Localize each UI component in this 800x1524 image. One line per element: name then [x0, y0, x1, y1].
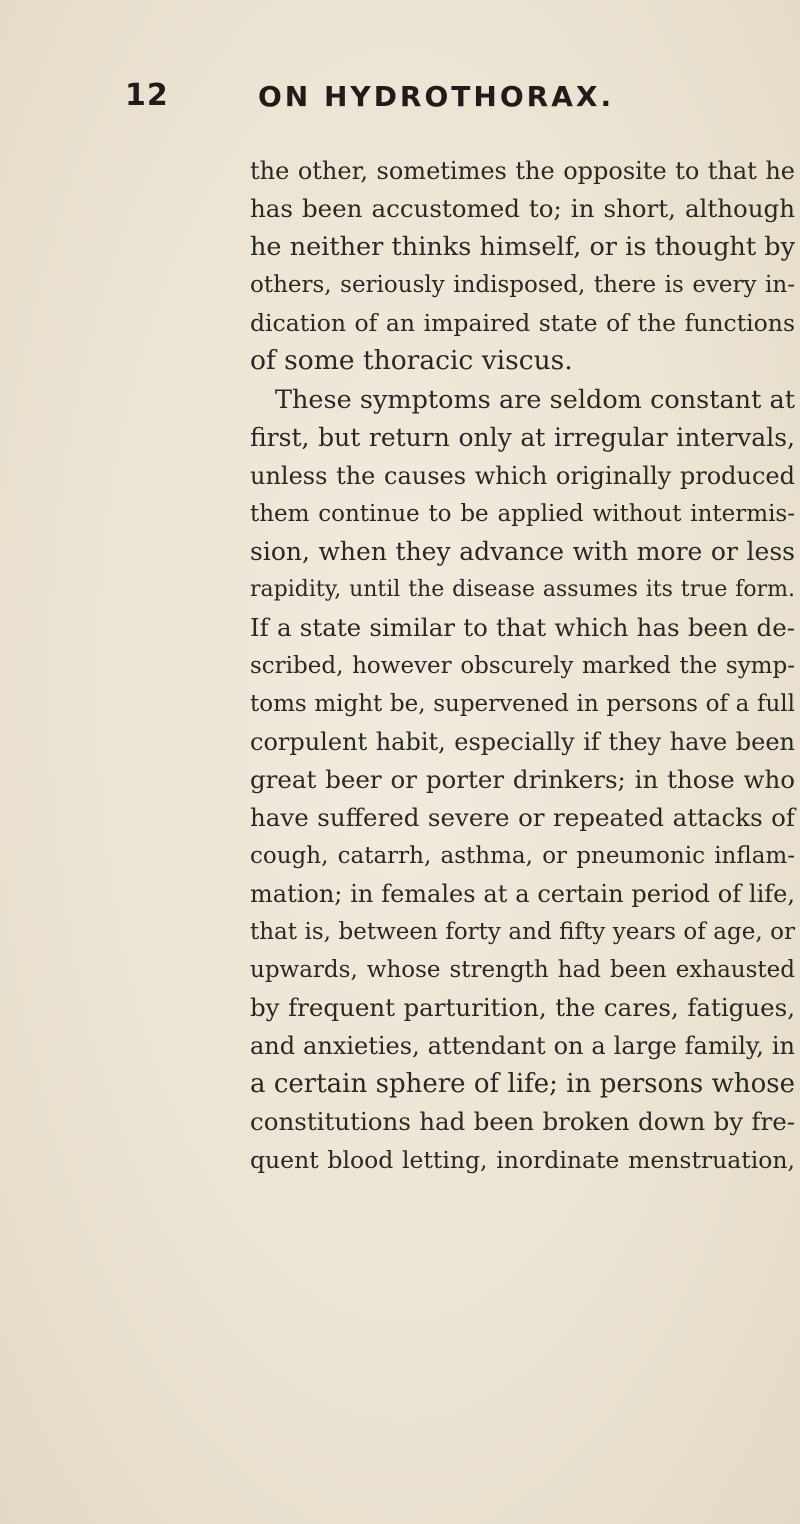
text-line: If a state similar to that which has been de-	[250, 613, 795, 642]
text-line: and anxieties, attendant on a large family, in	[250, 1032, 795, 1060]
text-line: unless the causes which originally produced	[250, 462, 795, 490]
running-title: ON HYDROTHORAX.	[258, 80, 615, 113]
text-line: by frequent parturition, the cares, fatigues,	[250, 993, 795, 1022]
text-line: sion, when they advance with more or less	[250, 537, 795, 566]
text-line: the other, sometimes the opposite to that he	[250, 157, 795, 185]
text-line: of some thoracic viscus.	[250, 345, 573, 376]
text-line: a certain sphere of life; in persons whose	[250, 1069, 795, 1099]
text-line: quent blood letting, inordinate menstruation,	[250, 1146, 795, 1174]
text-line: great beer or porter drinkers; in those who	[250, 765, 795, 794]
text-line: cough, catarrh, asthma, or pneumonic inflam-	[250, 843, 795, 869]
text-line: have suffered severe or repeated attacks of	[250, 803, 795, 832]
text-line: others, seriously indisposed, there is every in-	[250, 272, 795, 298]
text-line: rapidity, until the disease assumes its true form.	[250, 577, 795, 602]
text-line: toms might be, supervened in persons of a full	[250, 691, 795, 717]
text-line: mation; in females at a certain period of life,	[250, 880, 795, 908]
text-line: scribed, however obscurely marked the symp-	[250, 653, 795, 679]
text-line: first, but return only at irregular intervals,	[250, 423, 795, 452]
page-number: 12	[125, 78, 169, 113]
running-head	[125, 78, 775, 118]
text-line: corpulent habit, especially if they have been	[250, 728, 795, 756]
text-line: constitutions had been broken down by fre-	[250, 1107, 795, 1136]
text-line: upwards, whose strength had been exhausted	[250, 957, 795, 983]
text-line: has been accustomed to; in short, although	[250, 194, 795, 223]
text-line: he neither thinks himself, or is thought by	[250, 232, 795, 262]
text-line: dication of an impaired state of the functions	[250, 309, 795, 337]
text-line: These symptoms are seldom constant at	[275, 385, 795, 415]
text-line: that is, between forty and fifty years of age, or	[250, 919, 795, 945]
text-line: them continue to be applied without intermis-	[250, 501, 795, 527]
